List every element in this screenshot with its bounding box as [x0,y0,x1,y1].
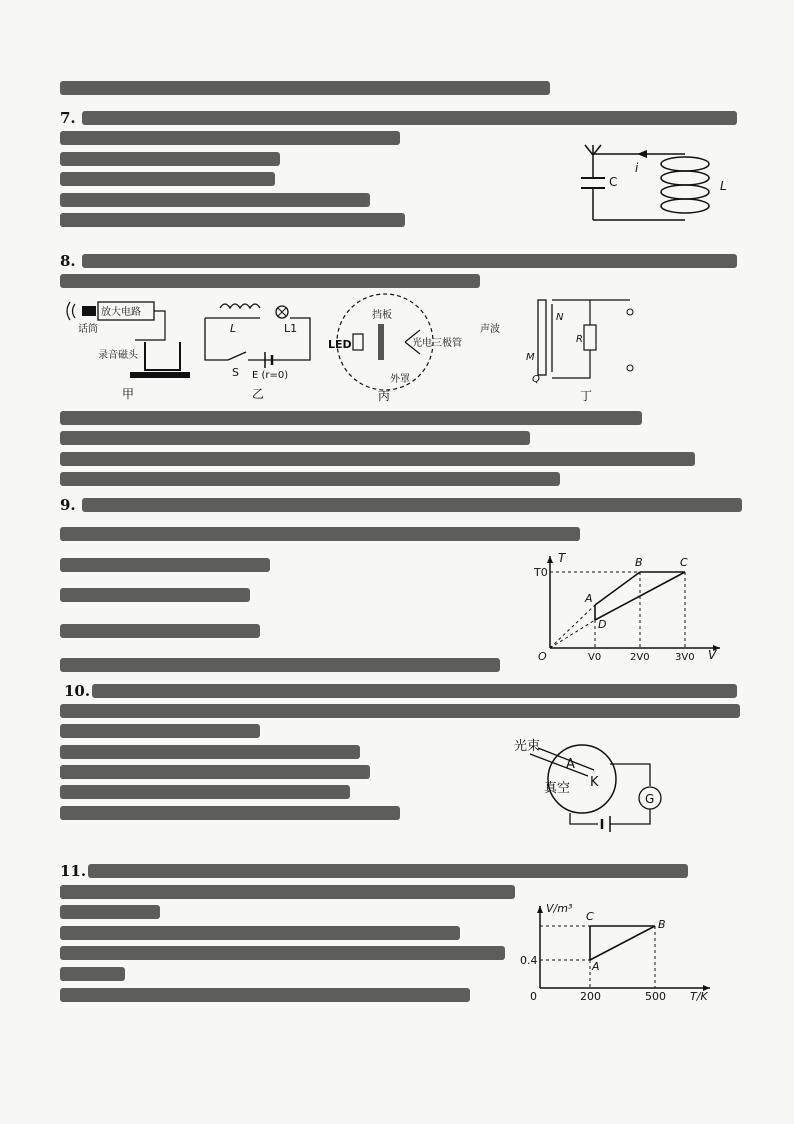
lc-circuit-figure [575,140,750,240]
tick-x-500: 500 [645,990,666,1003]
label-vacuum: 真空 [544,781,571,796]
question-number: 8. [60,252,76,270]
text-line [60,131,400,145]
label-amplifier: 放大电路 [101,307,141,318]
text-line [60,885,515,899]
text-line [60,785,350,799]
text-line [60,658,500,672]
text-line [60,152,280,166]
text-line [88,864,688,878]
label-bulb: L1 [284,322,298,335]
label-galvanometer: G [645,792,655,806]
label-board: 挡板 [372,310,392,321]
label-l: L [720,179,727,193]
text-line [60,806,400,820]
tick-v0: V0 [588,652,602,663]
tick-t0: T0 [534,566,548,579]
point-c: C [586,910,594,923]
origin-label: 0 [530,990,537,1003]
axis-x-label: T/K [690,990,708,1003]
axis-x-label: V [708,648,717,662]
label-emf: E (r=0) [252,370,289,381]
label-mic: 话筒 [78,324,98,335]
text-line [60,905,160,919]
text-line [60,81,550,95]
four-circuits-figure [60,290,660,405]
axis-y-label: V/m³ [546,902,573,915]
question-number: 7. [60,109,76,127]
v-t-graph [520,898,720,1003]
label-c: C [609,175,618,189]
label-cathode: K [590,775,599,790]
point-d: D [598,618,607,631]
question-number: 11. [60,862,87,880]
text-line [60,745,360,759]
text-line [60,926,460,940]
text-line [60,988,470,1002]
axis-y-label: T [558,551,566,565]
text-line [60,193,370,207]
label-phototransistor: 光电三极管 [412,338,462,349]
text-line [60,472,560,486]
text-line [60,558,270,572]
text-line [60,967,125,981]
label-r: R [576,334,583,345]
label-sound: 声波 [480,324,500,335]
t-v-graph [530,548,730,663]
point-a: A [592,960,600,973]
text-line [60,527,580,541]
text-line [60,624,260,638]
label-i: i [635,161,639,175]
text-line [60,274,480,288]
text-line [60,452,695,466]
point-b: B [658,918,666,931]
origin-label: O [538,650,547,663]
text-line [82,254,737,268]
label-anode: A [566,757,575,772]
label-cover: 外罩 [390,374,410,385]
tick-3v0: 3V0 [675,652,695,663]
tick-y: 0.4 [520,954,538,967]
label-q: Q [532,374,540,385]
panel-label: 乙 [252,387,265,401]
label-light: 光束 [514,739,541,754]
panel-label: 甲 [122,387,135,401]
tick-2v0: 2V0 [630,652,650,663]
tick-x-200: 200 [580,990,601,1003]
text-line [60,765,370,779]
label-led: LED [328,338,352,351]
point-a: A [585,592,593,605]
phototube-figure [510,734,690,834]
label-n: N [556,312,564,323]
text-line [60,724,260,738]
text-line [92,684,737,698]
text-line [60,946,505,960]
panel-label: 丁 [580,389,593,403]
text-line [60,588,250,602]
question-number: 9. [60,496,76,514]
label-inductor: L [230,322,237,335]
label-switch: S [232,366,239,379]
point-b: B [635,556,643,569]
question-number: 10. [64,682,91,700]
text-line [82,498,742,512]
label-m: M [526,352,535,363]
text-line [82,111,737,125]
text-line [60,213,405,227]
text-line [60,704,740,718]
label-head: 录音磁头 [98,350,138,361]
text-line [60,431,530,445]
text-line [60,172,275,186]
point-c: C [680,556,688,569]
panel-label: 丙 [378,389,391,403]
text-line [60,411,642,425]
